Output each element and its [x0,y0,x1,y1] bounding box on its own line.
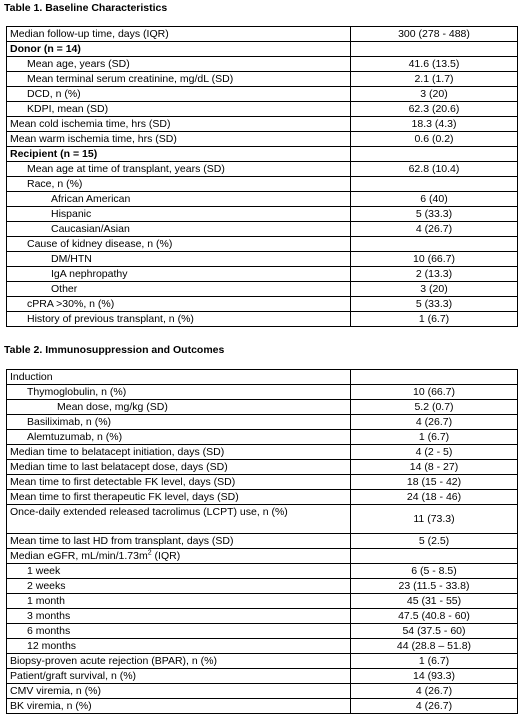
table-row [7,42,518,57]
row-label: Mean terminal serum creatinine, mg/dL (SD) [7,72,351,87]
table-row [7,579,518,594]
row-value: 5 (2.5) [351,534,518,549]
row-label: Mean age at time of transplant, years (SD) [7,162,351,177]
table-row [7,669,518,684]
row-label: Mean time to first therapeutic FK level, days (SD) [7,490,351,505]
table-row [7,654,518,669]
table-row [7,505,518,534]
table-row [7,684,518,699]
row-label: 3 months [7,609,351,624]
row-value: 62.3 (20.6) [351,102,518,117]
table-row [7,57,518,72]
row-label: BK viremia, n (%) [7,699,351,714]
row-value: 5.2 (0.7) [351,400,518,415]
row-value: 41.6 (13.5) [351,57,518,72]
row-value: 5 (33.3) [351,207,518,222]
row-label: Other [7,282,351,297]
row-label: Median eGFR, $mL/\min/1.73m^2$ (IQR) [7,549,351,564]
row-value: 2.1 (1.7) [351,72,518,87]
row-value: 18 (15 - 42) [351,475,518,490]
row-value: 45 (31 - 55) [351,594,518,609]
row-value [351,147,518,162]
row-value: 23 (11.5 - 33.8) [351,579,518,594]
table-row [7,609,518,624]
table-row [7,192,518,207]
table-row [7,312,518,327]
table-row [7,297,518,312]
table-row [7,27,518,42]
row-value: 4 (26.7) [351,699,518,714]
row-label: KDPI, mean (SD) [7,102,351,117]
row-label: Mean dose, mg/kg (SD) [7,400,351,415]
row-value: 10 (66.7) [351,252,518,267]
table-row [7,475,518,490]
row-label: DCD, n (%) [7,87,351,102]
table-row [7,430,518,445]
row-label: Cause of kidney disease, n (%) [7,237,351,252]
table2-title: Table 2. Immunosuppression and Outcomes [4,344,225,356]
row-value: 1 (6.7) [351,312,518,327]
row-label: Hispanic [7,207,351,222]
baseline-characteristics-table [6,26,518,327]
table-row [7,72,518,87]
table-row [7,549,518,564]
row-value: 10 (66.7) [351,385,518,400]
row-value: 1 (6.7) [351,430,518,445]
table-row [7,222,518,237]
row-label: Median follow-up time, days (IQR) [7,27,351,42]
row-value: 24 (18 - 46) [351,490,518,505]
row-value [351,42,518,57]
row-value: 300 (278 - 488) [351,27,518,42]
row-value: 18.3 (4.3) [351,117,518,132]
row-label: Once-daily extended released tacrolimus (LCPT) use, n (%) [7,505,351,534]
table-row [7,282,518,297]
row-label: Donor (n = 14) [7,42,351,57]
table-row [7,490,518,505]
table-row [7,534,518,549]
row-label: 1 month [7,594,351,609]
table-row [7,162,518,177]
table-row [7,237,518,252]
table-row [7,400,518,415]
row-value: 54 (37.5 - 60) [351,624,518,639]
row-value [351,370,518,385]
row-label: CMV viremia, n (%) [7,684,351,699]
row-value: 1 (6.7) [351,654,518,669]
table-row [7,87,518,102]
row-label: Induction [7,370,351,385]
row-value: 0.6 (0.2) [351,132,518,147]
row-label: 12 months [7,639,351,654]
row-value [351,237,518,252]
row-label: Mean cold ischemia time, hrs (SD) [7,117,351,132]
table-row [7,132,518,147]
row-label: IgA nephropathy [7,267,351,282]
row-value: 4 (2 - 5) [351,445,518,460]
row-label: 2 weeks [7,579,351,594]
row-label: Thymoglobulin, n (%) [7,385,351,400]
row-value: 11 (73.3) [351,505,518,534]
table-row [7,445,518,460]
table-row [7,252,518,267]
row-value: 2 (13.3) [351,267,518,282]
row-label: Alemtuzumab, n (%) [7,430,351,445]
row-value: 44 (28.8 – 51.8) [351,639,518,654]
row-value: 6 (5 - 8.5) [351,564,518,579]
row-value: 3 (20) [351,282,518,297]
table-row [7,460,518,475]
row-label: 6 months [7,624,351,639]
table-row [7,639,518,654]
row-value: 4 (26.7) [351,684,518,699]
row-value: 5 (33.3) [351,297,518,312]
table-row [7,594,518,609]
row-label: Patient/graft survival, n (%) [7,669,351,684]
row-value: 4 (26.7) [351,415,518,430]
row-label: cPRA >30%, n (%) [7,297,351,312]
table1-title: Table 1. Baseline Characteristics [4,2,168,14]
row-value: 3 (20) [351,87,518,102]
row-label: 1 week [7,564,351,579]
row-value [351,177,518,192]
row-label: Median time to belatacept initiation, days (SD) [7,445,351,460]
row-value: 14 (93.3) [351,669,518,684]
row-value [351,549,518,564]
row-value: 4 (26.7) [351,222,518,237]
table-row [7,177,518,192]
row-label: Mean warm ischemia time, hrs (SD) [7,132,351,147]
row-label: Biopsy-proven acute rejection (BPAR), n (%) [7,654,351,669]
row-label: History of previous transplant, n (%) [7,312,351,327]
row-label: African American [7,192,351,207]
row-value: 6 (40) [351,192,518,207]
table-row [7,564,518,579]
row-label: Caucasian/Asian [7,222,351,237]
table-row [7,624,518,639]
table-row [7,370,518,385]
row-value: 47.5 (40.8 - 60) [351,609,518,624]
table-row [7,102,518,117]
row-value: 62.8 (10.4) [351,162,518,177]
table-row [7,147,518,162]
row-label: Recipient (n = 15) [7,147,351,162]
table-row [7,415,518,430]
table-row [7,699,518,714]
row-label: Mean time to first detectable FK level, days (SD) [7,475,351,490]
row-label: Basiliximab, n (%) [7,415,351,430]
row-label: Race, n (%) [7,177,351,192]
table-row [7,267,518,282]
row-label: Median time to last belatacept dose, days (SD) [7,460,351,475]
row-label: DM/HTN [7,252,351,267]
table-row [7,207,518,222]
row-value: 14 (8 - 27) [351,460,518,475]
table-row [7,117,518,132]
table-row [7,385,518,400]
row-label: Mean time to last HD from transplant, days (SD) [7,534,351,549]
immunosuppression-outcomes-table [6,369,518,714]
row-label: Mean age, years (SD) [7,57,351,72]
